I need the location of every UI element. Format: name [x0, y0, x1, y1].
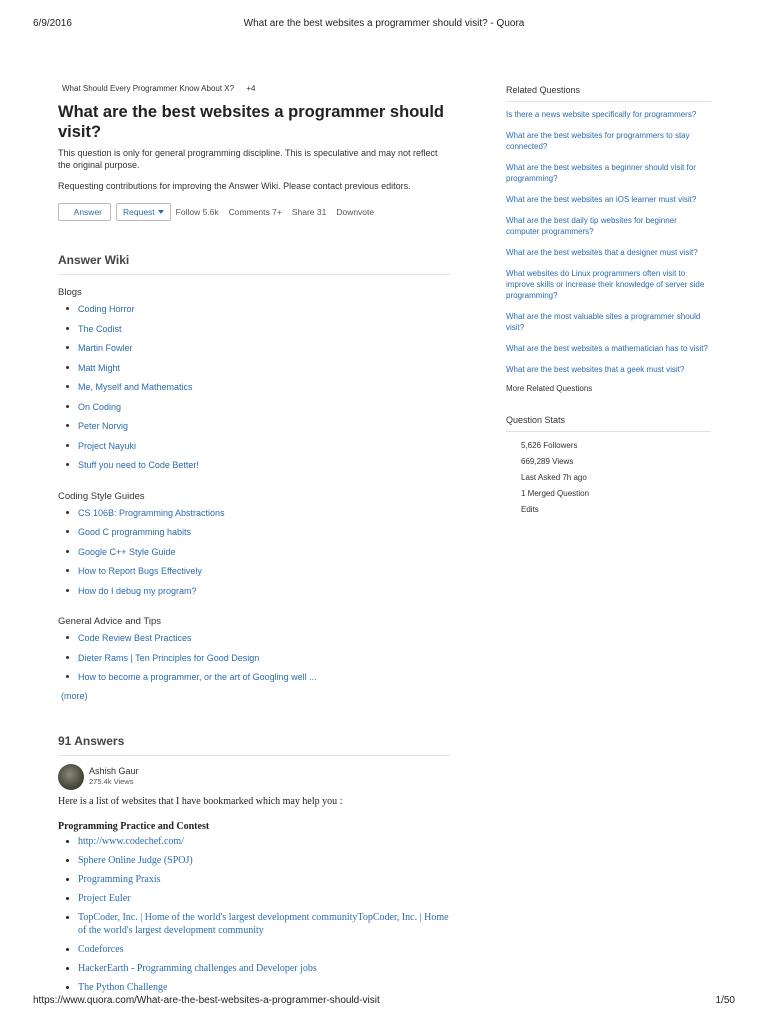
print-title: What are the best websites a programmer should visit? - Quora: [243, 18, 525, 29]
answers-count-heading: 91 Answers: [58, 734, 450, 756]
topic-more-link[interactable]: +4: [246, 84, 256, 93]
related-questions-heading: Related Questions: [506, 85, 711, 102]
request-button-label: Request: [123, 207, 155, 217]
related-question-link[interactable]: What are the best websites a beginner should visit for programming?: [506, 163, 696, 183]
wiki-link[interactable]: Project Nayuki: [58, 440, 450, 460]
wiki-link[interactable]: Coding Horror: [58, 303, 450, 323]
action-bar: [58, 202, 450, 222]
related-question-link[interactable]: What websites do Linux programmers often visit to improve skills or increase their knowledge of server side programming?: [506, 269, 705, 300]
related-question-link[interactable]: What are the best websites for programmers to stay connected?: [506, 131, 690, 151]
answer-intro: Here is a list of websites that I have bookmarked which may help you :: [58, 795, 343, 807]
wiki-link[interactable]: Stuff you need to Code Better!: [58, 459, 450, 479]
topic-list: [62, 84, 450, 98]
share-button[interactable]: Share 31: [291, 207, 327, 217]
stat-followers[interactable]: 5,626 Followers: [521, 441, 578, 450]
answer-link[interactable]: http://www.codechef.com/: [58, 835, 450, 848]
answer-link[interactable]: The Python Challenge: [58, 981, 450, 994]
answer-link[interactable]: Project Euler: [58, 892, 450, 905]
wiki-link[interactable]: The Codist: [58, 323, 450, 343]
related-question-link[interactable]: Is there a news website specifically for programmers?: [506, 110, 697, 119]
related-question-link[interactable]: What are the best daily tip websites for beginner computer programmers?: [506, 216, 677, 236]
print-header: [33, 18, 735, 32]
wiki-link[interactable]: Dieter Rams | Ten Principles for Good Design: [58, 652, 450, 672]
related-questions-list: [506, 109, 711, 375]
answer-subheading: Programming Practice and Contest: [58, 820, 210, 832]
answer-link[interactable]: Sphere Online Judge (SPOJ): [58, 854, 450, 867]
wiki-link[interactable]: Martin Fowler: [58, 342, 450, 362]
related-question-link[interactable]: What are the most valuable sites a programmer should visit?: [506, 312, 701, 332]
wiki-link[interactable]: Good C programming habits: [58, 526, 450, 546]
advice-list: [58, 632, 450, 691]
question-stats-heading: Question Stats: [506, 415, 711, 432]
wiki-link[interactable]: Google C++ Style Guide: [58, 546, 450, 566]
wiki-link[interactable]: How do I debug my program?: [58, 585, 450, 605]
related-question-link[interactable]: What are the best websites a mathematician has to visit?: [506, 344, 708, 353]
wiki-section-title: Coding Style Guides: [58, 490, 145, 502]
style-guides-list: [58, 507, 450, 605]
related-question-link[interactable]: What are the best websites that a geek must visit?: [506, 365, 685, 374]
print-footer: [33, 995, 735, 1009]
topic-link[interactable]: What Should Every Programmer Know About X?: [62, 84, 235, 93]
more-related-link[interactable]: More Related Questions: [506, 384, 593, 393]
answer-link[interactable]: TopCoder, Inc. | Home of the world's largest development communityTopCoder, Inc. | Home of the world's largest development community: [58, 911, 450, 937]
sidebar: [506, 85, 711, 520]
wiki-link[interactable]: Peter Norvig: [58, 420, 450, 440]
answer-link[interactable]: HackerEarth - Programming challenges and Developer jobs: [58, 962, 450, 975]
main-content: [58, 84, 450, 1000]
related-question-link[interactable]: What are the best websites that a designer must visit?: [506, 248, 698, 257]
wiki-link[interactable]: Me, Myself and Mathematics: [58, 381, 450, 401]
answer-button[interactable]: [58, 203, 111, 221]
wiki-link[interactable]: CS 106B: Programming Abstractions: [58, 507, 450, 527]
print-url: https://www.quora.com/What-are-the-best-websites-a-programmer-should-visit: [33, 995, 380, 1006]
print-date: 6/9/2016: [33, 18, 72, 29]
answer-author: [58, 764, 450, 790]
avatar[interactable]: [58, 764, 84, 790]
wiki-link[interactable]: How to become a programmer, or the art of Googling well ...: [58, 671, 450, 691]
comments-button[interactable]: Comments 7+: [228, 207, 282, 217]
answer-wiki-heading: Answer Wiki: [58, 253, 450, 275]
stat-views: 669,289 Views: [521, 457, 574, 466]
related-question-link[interactable]: What are the best websites an iOS learner must visit?: [506, 195, 697, 204]
stat-merged[interactable]: 1 Merged Question: [521, 489, 590, 498]
answer-links-list: [58, 835, 450, 994]
wiki-link[interactable]: Matt Might: [58, 362, 450, 382]
page-number: 1/50: [715, 995, 735, 1006]
stat-edits[interactable]: Edits: [521, 505, 539, 514]
question-detail: This question is only for general programming discipline. This is speculative and may not reflect the original purpose.: [58, 148, 438, 170]
wiki-link[interactable]: On Coding: [58, 401, 450, 421]
blogs-list: [58, 303, 450, 479]
wiki-link[interactable]: How to Report Bugs Effectively: [58, 565, 450, 585]
caret-down-icon: [158, 210, 164, 214]
author-name[interactable]: Ashish Gaur: [89, 766, 139, 776]
follow-button[interactable]: Follow 5.6k: [175, 207, 219, 217]
answer-button-label: Answer: [73, 207, 102, 217]
wiki-section-title: Blogs: [58, 287, 82, 298]
question-title: What are the best websites a programmer should visit?: [58, 103, 445, 141]
wiki-link[interactable]: Code Review Best Practices: [58, 632, 450, 652]
stat-last-asked: Last Asked 7h ago: [521, 473, 587, 482]
question-detail-note: Requesting contributions for improving the Answer Wiki. Please contact previous editors.: [58, 181, 411, 191]
downvote-button[interactable]: Downvote: [336, 207, 375, 217]
request-button[interactable]: [116, 203, 171, 221]
answer-link[interactable]: Programming Praxis: [58, 873, 450, 886]
wiki-more-link[interactable]: (more): [61, 690, 88, 701]
question-stats-list: [506, 440, 711, 520]
wiki-section-title: General Advice and Tips: [58, 616, 161, 627]
answer-link[interactable]: Codeforces: [58, 943, 450, 956]
author-views: 275.4k Views: [89, 777, 134, 786]
